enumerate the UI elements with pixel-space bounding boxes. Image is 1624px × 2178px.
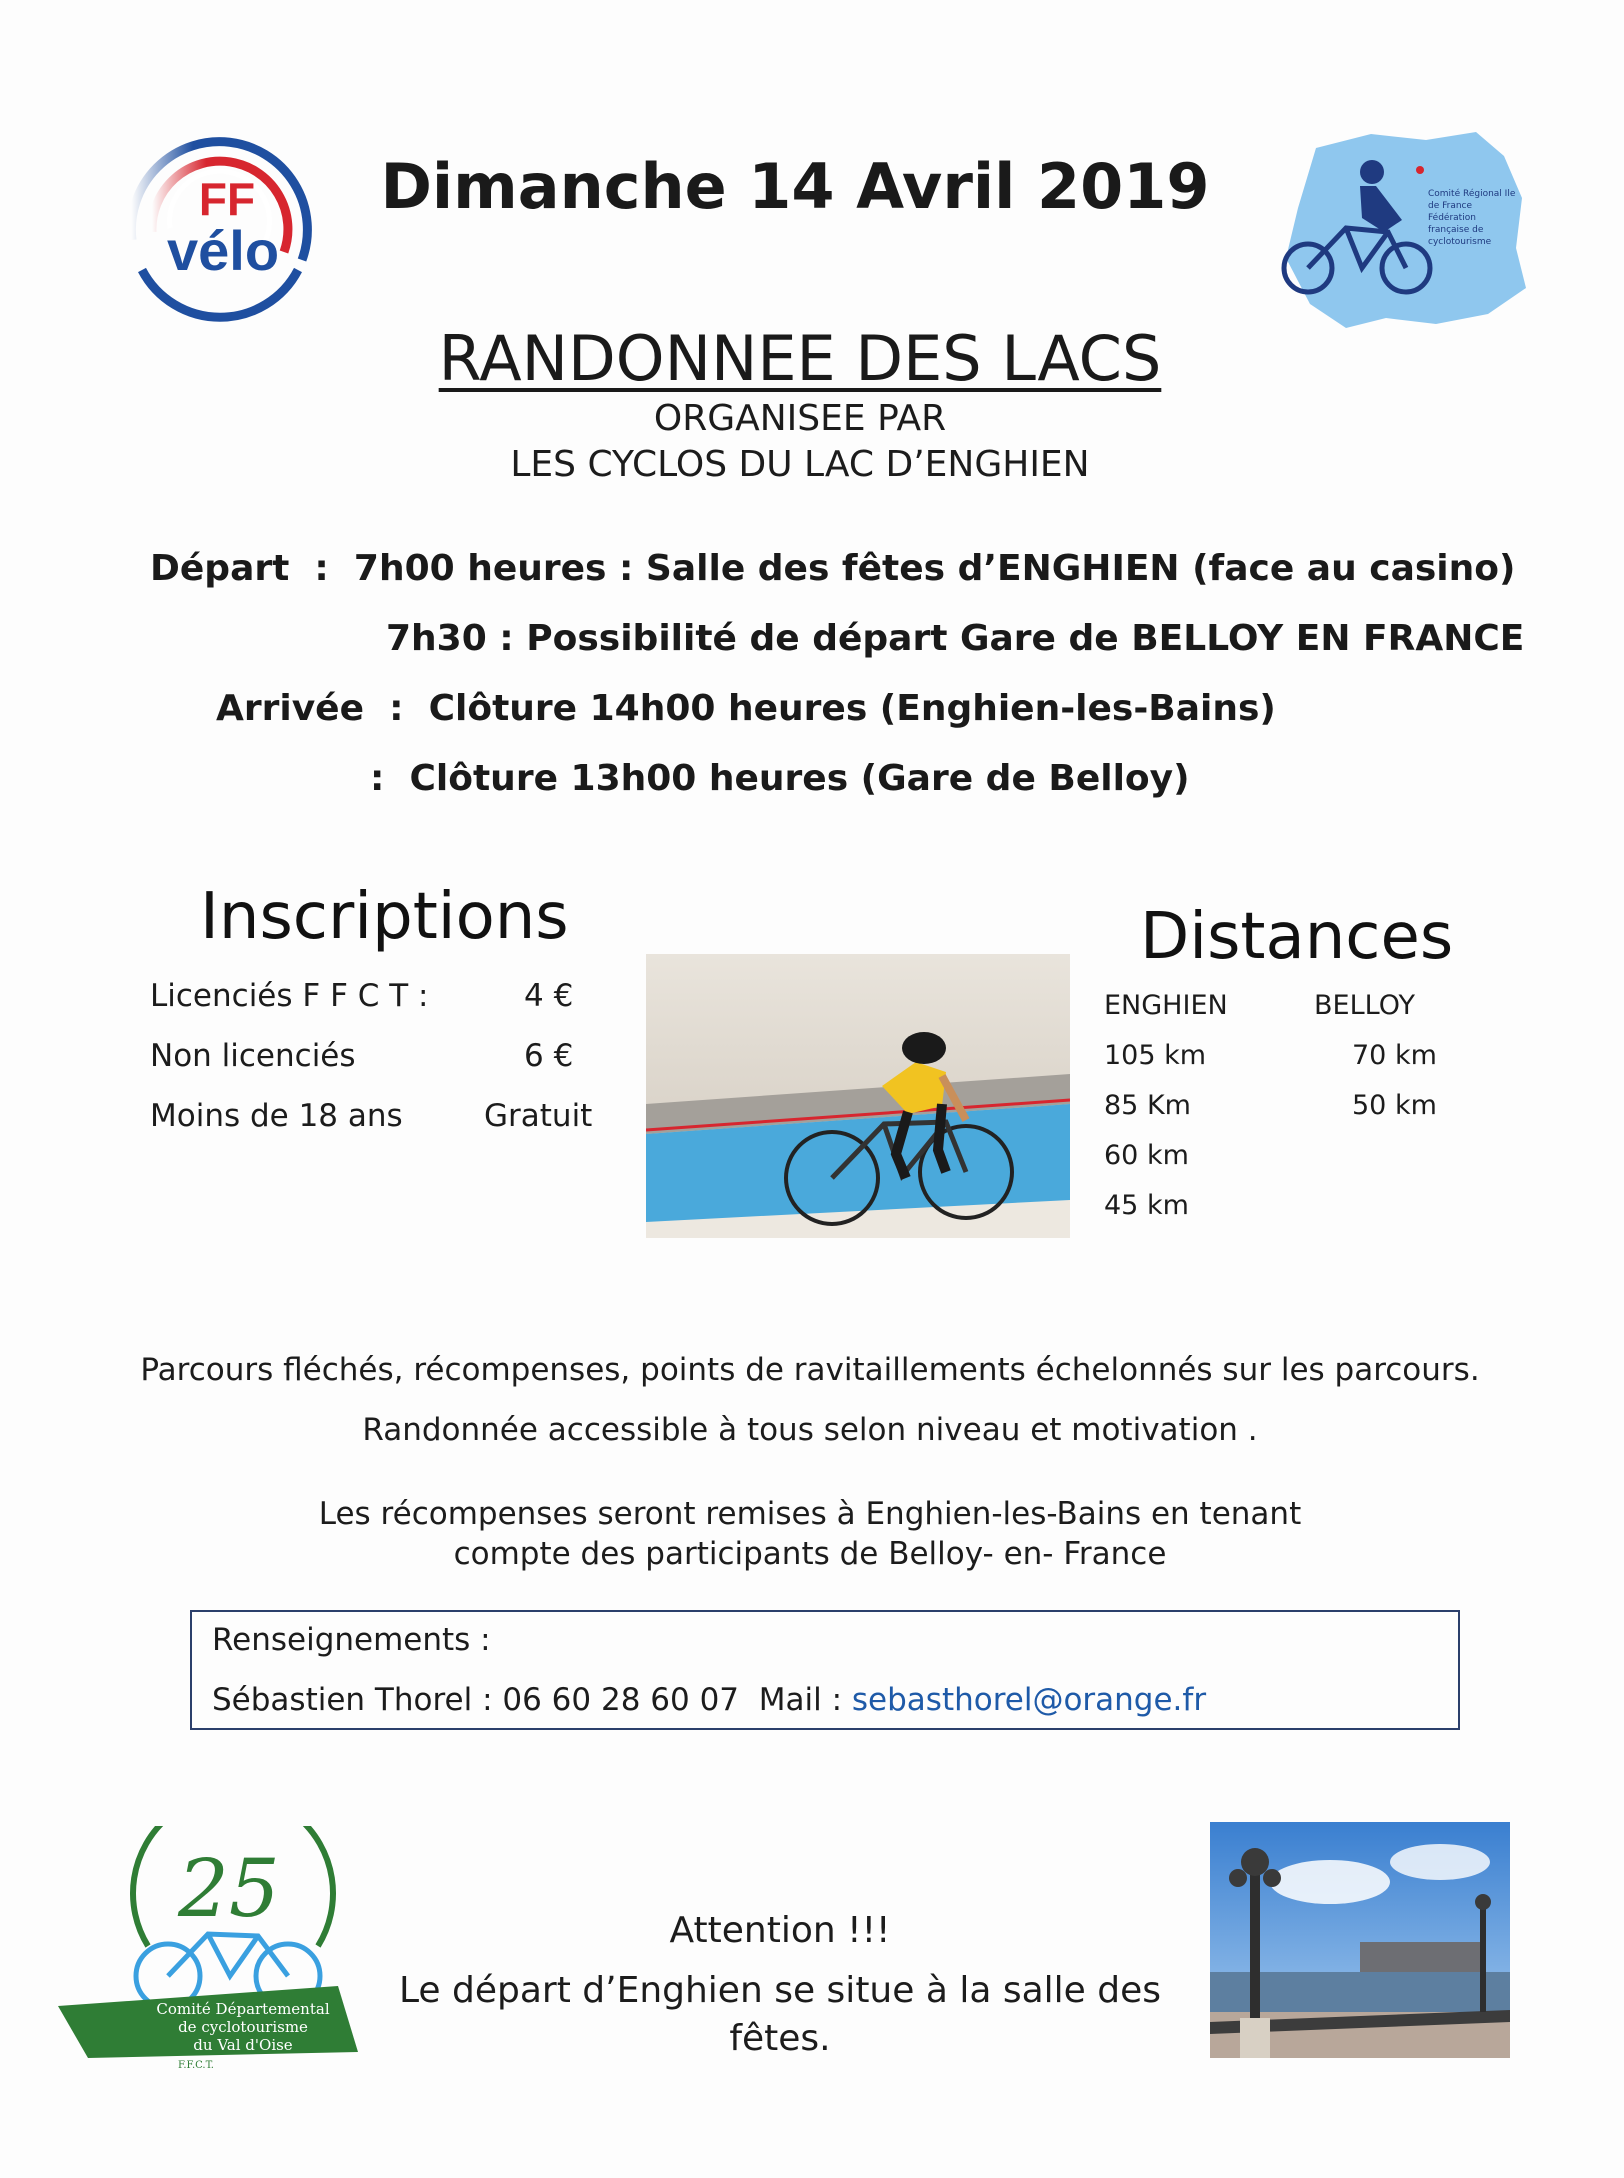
attention-title: Attention !!! xyxy=(669,1910,891,1951)
regional-logo xyxy=(1276,128,1530,334)
cd-logo-text-3: du Val d'Oise xyxy=(193,2036,293,2054)
depart-text: 7h00 heures : Salle des fêtes d’ENGHIEN (face au casino) xyxy=(353,548,1516,589)
enghien-lake-photo xyxy=(1210,1822,1510,2058)
cd-val-doise-logo xyxy=(58,1826,368,2076)
arrivee-belloy-colon: : xyxy=(370,758,397,799)
cd-logo-text-1: Comité Départemental xyxy=(156,2000,330,2018)
contact-separator: : xyxy=(472,1682,503,1718)
distances-header-enghien: ENGHIEN xyxy=(1104,990,1228,1021)
inscription-label-licencies: Licenciés F F C T : xyxy=(150,978,429,1014)
lake-casino-illustration xyxy=(1210,1822,1510,2058)
organised-by: ORGANISEE PAR xyxy=(653,398,947,439)
arrivee-label: Arrivée xyxy=(216,688,365,729)
inscription-price-under18: Gratuit xyxy=(484,1098,593,1134)
distance-enghien-3: 60 km xyxy=(1104,1140,1189,1171)
inscription-label-non-licencies: Non licenciés xyxy=(150,1038,356,1074)
svg-text:25: 25 xyxy=(178,1842,280,1935)
arrivee-text: Clôture 14h00 heures (Enghien-les-Bains) xyxy=(428,688,1276,729)
depart-colon: : xyxy=(301,548,342,589)
event-title: RANDONNEE DES LACS xyxy=(438,322,1162,395)
info-line-1: Parcours fléchés, récompenses, points de ravitaillements échelonnés sur les parcours. xyxy=(140,1352,1480,1388)
contact-phone[interactable]: 06 60 28 60 07 xyxy=(502,1682,740,1718)
inscription-label-under18: Moins de 18 ans xyxy=(150,1098,403,1134)
inscription-price-non-licencies: 6 € xyxy=(524,1038,574,1074)
distances-header-belloy: BELLOY xyxy=(1314,990,1415,1021)
velodrome-cyclist-illustration xyxy=(646,954,1070,1238)
regional-logo-text: Comité Régional Ile de France Fédération française de cyclotourisme xyxy=(1428,189,1516,247)
inscriptions-title: Inscriptions xyxy=(200,880,569,954)
inscription-price-licencies: 4 € xyxy=(524,978,574,1014)
cd-logo-text-2: de cyclotourisme xyxy=(178,2018,308,2036)
contact-details xyxy=(212,1682,1206,1718)
depart-line xyxy=(150,548,1515,589)
organiser-club: LES CYCLOS DU LAC D’ENGHIEN xyxy=(510,444,1090,485)
ffvelo-velo: vélo xyxy=(166,219,280,282)
cd-logo-ffct: F.F.C.T. xyxy=(178,2060,214,2071)
event-date: Dimanche 14 Avril 2019 xyxy=(380,150,1210,223)
info-line-4: compte des participants de Belloy- en- France xyxy=(453,1536,1167,1572)
distance-enghien-1: 105 km xyxy=(1104,1040,1207,1071)
distances-title: Distances xyxy=(1140,900,1454,974)
info-line-2: Randonnée accessible à tous selon niveau et motivation . xyxy=(362,1412,1258,1448)
distance-belloy-2: 50 km xyxy=(1352,1090,1437,1121)
arrivee-colon: : xyxy=(376,688,417,729)
contact-mail-label: Mail : xyxy=(758,1682,843,1718)
depart-label: Départ xyxy=(150,548,290,589)
attention-line-2: fêtes. xyxy=(729,2018,831,2059)
contact-email-link[interactable]: sebasthorel@orange.fr xyxy=(851,1682,1207,1718)
arrivee-line xyxy=(216,688,1276,729)
ffvelo-logo xyxy=(112,120,322,330)
depart-belloy-line: 7h30 : Possibilité de départ Gare de BELLOY EN FRANCE xyxy=(386,618,1525,659)
info-line-3: Les récompenses seront remises à Enghien-les-Bains en tenant xyxy=(318,1496,1302,1532)
distance-enghien-2: 85 Km xyxy=(1104,1090,1191,1121)
contact-label: Renseignements : xyxy=(212,1622,491,1658)
distance-enghien-4: 45 km xyxy=(1104,1190,1189,1221)
distance-belloy-1: 70 km xyxy=(1352,1040,1437,1071)
cyclist-photo xyxy=(646,954,1070,1238)
arrivee-belloy-text: Clôture 13h00 heures (Gare de Belloy) xyxy=(409,758,1190,799)
attention-line-1: Le départ d’Enghien se situe à la salle des xyxy=(398,1970,1162,2011)
contact-name: Sébastien Thorel xyxy=(212,1682,473,1718)
arrivee-belloy-line xyxy=(370,758,1190,799)
ffvelo-ff: FF xyxy=(198,173,256,225)
